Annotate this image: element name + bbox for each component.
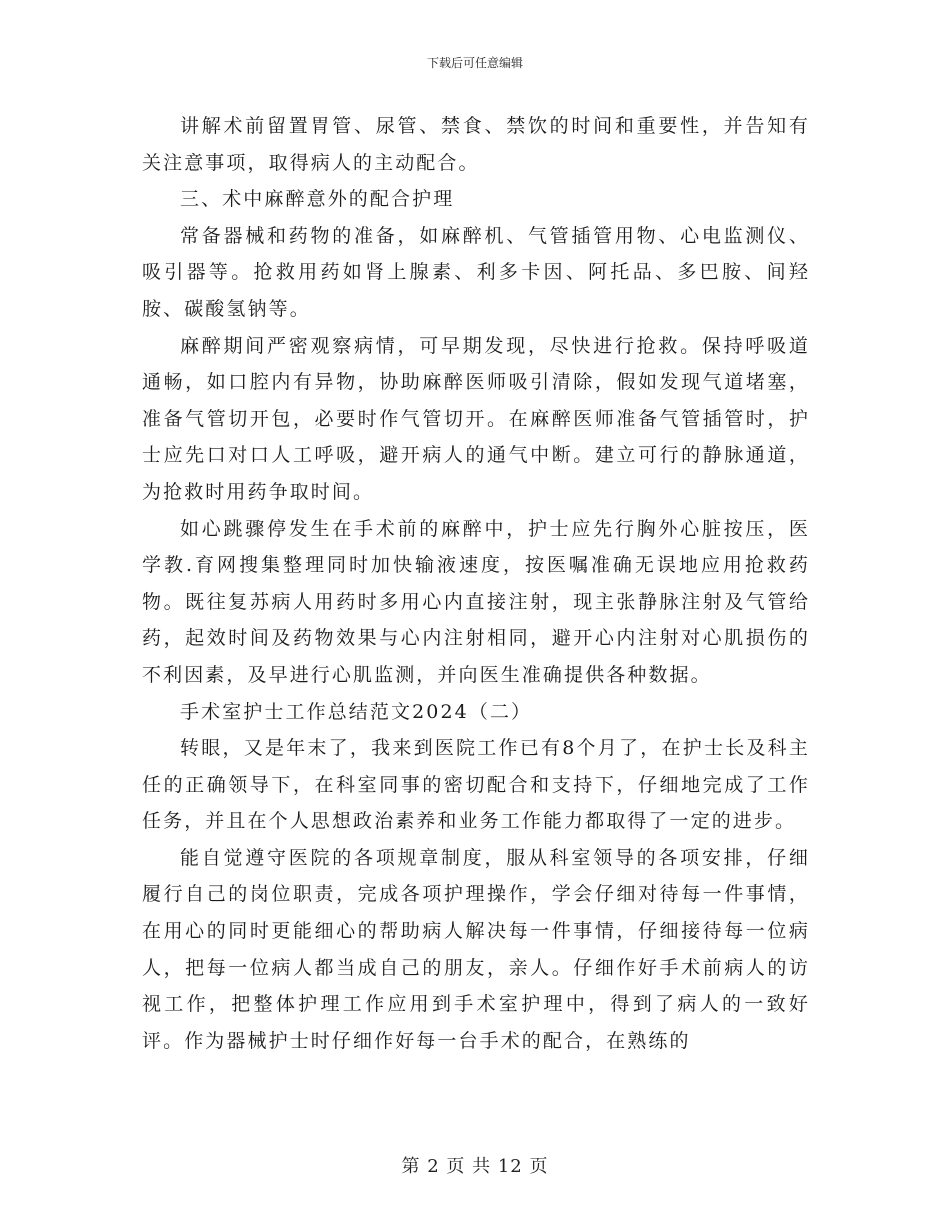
page-footer: 第 2 页 共 12 页 [401,1156,549,1177]
paragraph: 常备器械和药物的准备，如麻醉机、气管插管用物、心电监测仪、吸引器等。抢救用药如肾上腺素、利多卡因、阿托品、多巴胺、间羟胺、碳酸氢钠等。 [142,224,810,320]
paragraph: 如心跳骤停发生在手术前的麻醉中，护士应先行胸外心脏按压，医学教.育网搜集整理同时加快输液速度，按医嘱准确无误地应用抢救药物。既往复苏病人用药时多用心内直接注射，现主张静脉注射及气管给药，起效时间及药物效果与心内注射相同，避开心内注射对心肌损伤的不利因素，及早进行心肌监测，并向医生准确提供各种数据。 [142,517,810,686]
document-body [142,108,810,1059]
paragraph: 讲解术前留置胃管、尿管、禁食、禁饮的时间和重要性，并告知有关注意事项，取得病人的主动配合。 [142,115,810,174]
page-header: 下载后可任意编辑 [426,56,523,70]
paragraph: 转眼，又是年末了，我来到医院工作已有8个月了，在护士长及科主任的正确领导下，在科室同事的密切配合和支持下，仔细地完成了工作任务，并且在个人思想政治素养和业务工作能力都取得了一定的进步。 [142,737,810,833]
paragraph: 能自觉遵守医院的各项规章制度，服从科室领导的各项安排，仔细履行自己的岗位职责，完成各项护理操作，学会仔细对待每一件事情，在用心的同时更能细心的帮助病人解决每一件事情，仔细接待每一位病人，把每一位病人都当成自己的朋友，亲人。仔细作好手术前病人的访视工作，把整体护理工作应用到手术室护理中，得到了病人的一致好评。作为器械护士时仔细作好每一台手术的配合，在熟练的 [142,846,810,1052]
section-heading: 手术室护士工作总结范文2024（二） [180,700,533,723]
paragraph: 麻醉期间严密观察病情，可早期发现，尽快进行抢救。保持呼吸道通畅，如口腔内有异物，协助麻醉医师吸引清除，假如发现气道堵塞，准备气管切开包，必要时作气管切开。在麻醉医师准备气管插管时，护士应先口对口人工呼吸，避开病人的通气中断。建立可行的静脉通道，为抢救时用药争取时间。 [142,334,810,503]
section-heading: 三、术中麻醉意外的配合护理 [180,188,455,211]
